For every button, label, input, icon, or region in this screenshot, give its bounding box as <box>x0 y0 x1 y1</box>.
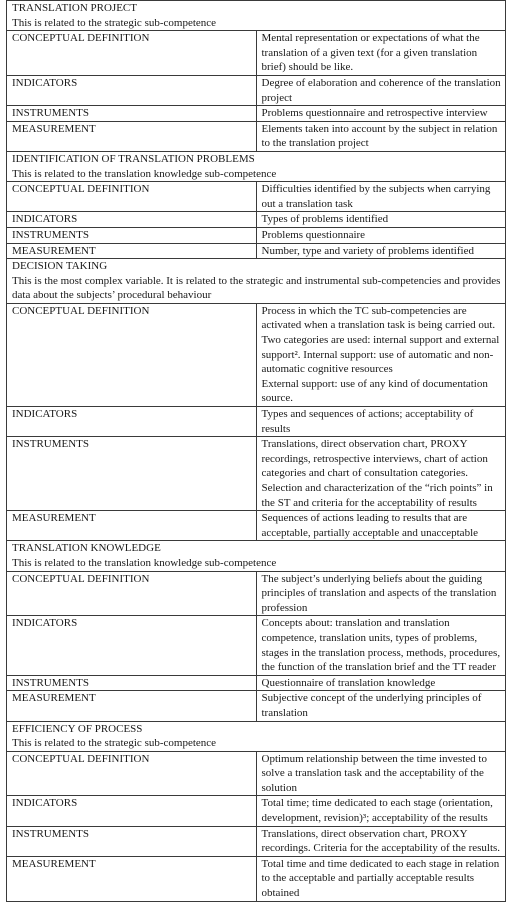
section-description: This is related to the strategic sub-competence <box>12 737 217 750</box>
row-label: CONCEPTUAL DEFINITION <box>7 571 257 616</box>
row-label: INSTRUMENTS <box>7 826 257 856</box>
section-header-row <box>7 721 506 751</box>
table-row <box>7 616 506 675</box>
row-value: Problems questionnaire and retrospective interview <box>256 106 506 122</box>
row-value: Total time and time dedicated to each stage in relation to the acceptable and partially acceptable results obtained <box>256 856 506 901</box>
table-row <box>7 856 506 901</box>
section-header-row <box>7 151 506 181</box>
section-header-row <box>7 541 506 571</box>
row-value: Optimum relationship between the time invested to solve a translation task and the acceptability of the solution <box>256 751 506 796</box>
row-label: INSTRUMENTS <box>7 675 257 691</box>
table-row <box>7 826 506 856</box>
row-label: CONCEPTUAL DEFINITION <box>7 31 257 76</box>
row-value: Questionnaire of translation knowledge <box>256 675 506 691</box>
row-value: Process in which the TC sub-competencies are activated when a translation task is being carried out. Two categories are used: internal support and external support². Internal support: use of automatic and non-automatic cognitive resources External support: use of any kind of documentation source. <box>256 303 506 406</box>
section-description: This is related to the translation knowledge sub-competence <box>12 167 277 180</box>
table-row <box>7 121 506 151</box>
row-label: INDICATORS <box>7 616 257 675</box>
section-header-cell <box>7 259 506 304</box>
row-label: CONCEPTUAL DEFINITION <box>7 182 257 212</box>
table-row <box>7 675 506 691</box>
section-title: TRANSLATION PROJECT <box>12 2 137 14</box>
section-title: IDENTIFICATION OF TRANSLATION PROBLEMS <box>12 152 255 165</box>
table-row <box>7 227 506 243</box>
row-label: MEASUREMENT <box>7 856 257 901</box>
table-row <box>7 75 506 105</box>
table-row <box>7 511 506 541</box>
table-row <box>7 182 506 212</box>
row-value: Sequences of actions leading to results that are acceptable, partially acceptable and unacceptable <box>256 511 506 541</box>
section-description: This is related to the strategic sub-competence <box>12 16 217 29</box>
row-value: Problems questionnaire <box>256 227 506 243</box>
table-row <box>7 571 506 616</box>
section-description: This is related to the translation knowledge sub-competence <box>12 556 277 569</box>
row-value: Number, type and variety of problems identified <box>256 243 506 259</box>
row-label: INSTRUMENTS <box>7 227 257 243</box>
row-label: MEASUREMENT <box>7 121 257 151</box>
table-row <box>7 751 506 796</box>
row-label: MEASUREMENT <box>7 511 257 541</box>
row-label: INDICATORS <box>7 796 257 826</box>
row-label: INSTRUMENTS <box>7 437 257 511</box>
table-row <box>7 437 506 511</box>
table-row <box>7 212 506 228</box>
table-row <box>7 106 506 122</box>
section-title: TRANSLATION KNOWLEDGE <box>12 542 161 555</box>
row-value: Types of problems identified <box>256 212 506 228</box>
row-value: Elements taken into account by the subject in relation to the translation project <box>256 121 506 151</box>
variables-table <box>6 0 506 902</box>
row-value: The subject’s underlying beliefs about the guiding principles of translation and aspects of the translation profession <box>256 571 506 616</box>
section-title: EFFICIENCY OF PROCESS <box>12 722 143 735</box>
row-label: MEASUREMENT <box>7 691 257 721</box>
section-header-row <box>7 1 506 31</box>
row-value: Types and sequences of actions; acceptability of results <box>256 407 506 437</box>
section-header-cell <box>7 721 506 751</box>
row-label: MEASUREMENT <box>7 243 257 259</box>
row-label: INDICATORS <box>7 75 257 105</box>
table-row <box>7 796 506 826</box>
row-label: INDICATORS <box>7 212 257 228</box>
row-value: Translations, direct observation chart, PROXY recordings, retrospective interviews, chart of action categories and chart of consultation categories. Selection and characterization of the “rich points” in the ST and criteria for the acceptability of results <box>256 437 506 511</box>
row-value: Total time; time dedicated to each stage (orientation, development, revision)³; acceptability of the results <box>256 796 506 826</box>
table-row <box>7 691 506 721</box>
table-row <box>7 243 506 259</box>
section-description: This is the most complex variable. It is related to the strategic and instrumental sub-competencies and provides data about the subjects’ procedural behaviour <box>12 274 501 302</box>
section-header-cell <box>7 151 506 181</box>
row-value: Subjective concept of the underlying principles of translation <box>256 691 506 721</box>
table-row <box>7 31 506 76</box>
row-value: Degree of elaboration and coherence of the translation project <box>256 75 506 105</box>
variables-table-body <box>7 1 506 902</box>
row-value: Translations, direct observation chart, PROXY recordings. Criteria for the acceptability of the results. <box>256 826 506 856</box>
table-row <box>7 407 506 437</box>
section-header-cell <box>7 541 506 571</box>
table-row <box>7 303 506 406</box>
row-value: Concepts about: translation and translation competence, translation units, types of problems, stages in the translation process, methods, procedures, the function of the translation brief and the TT reader <box>256 616 506 675</box>
row-label: CONCEPTUAL DEFINITION <box>7 751 257 796</box>
section-header-cell <box>7 1 506 31</box>
row-label: INDICATORS <box>7 407 257 437</box>
section-title: DECISION TAKING <box>12 260 108 273</box>
section-header-row <box>7 259 506 304</box>
row-label: INSTRUMENTS <box>7 106 257 122</box>
row-label: CONCEPTUAL DEFINITION <box>7 303 257 406</box>
row-value: Difficulties identified by the subjects when carrying out a translation task <box>256 182 506 212</box>
row-value: Mental representation or expectations of what the translation of a given text (for a given translation brief) should be like. <box>256 31 506 76</box>
